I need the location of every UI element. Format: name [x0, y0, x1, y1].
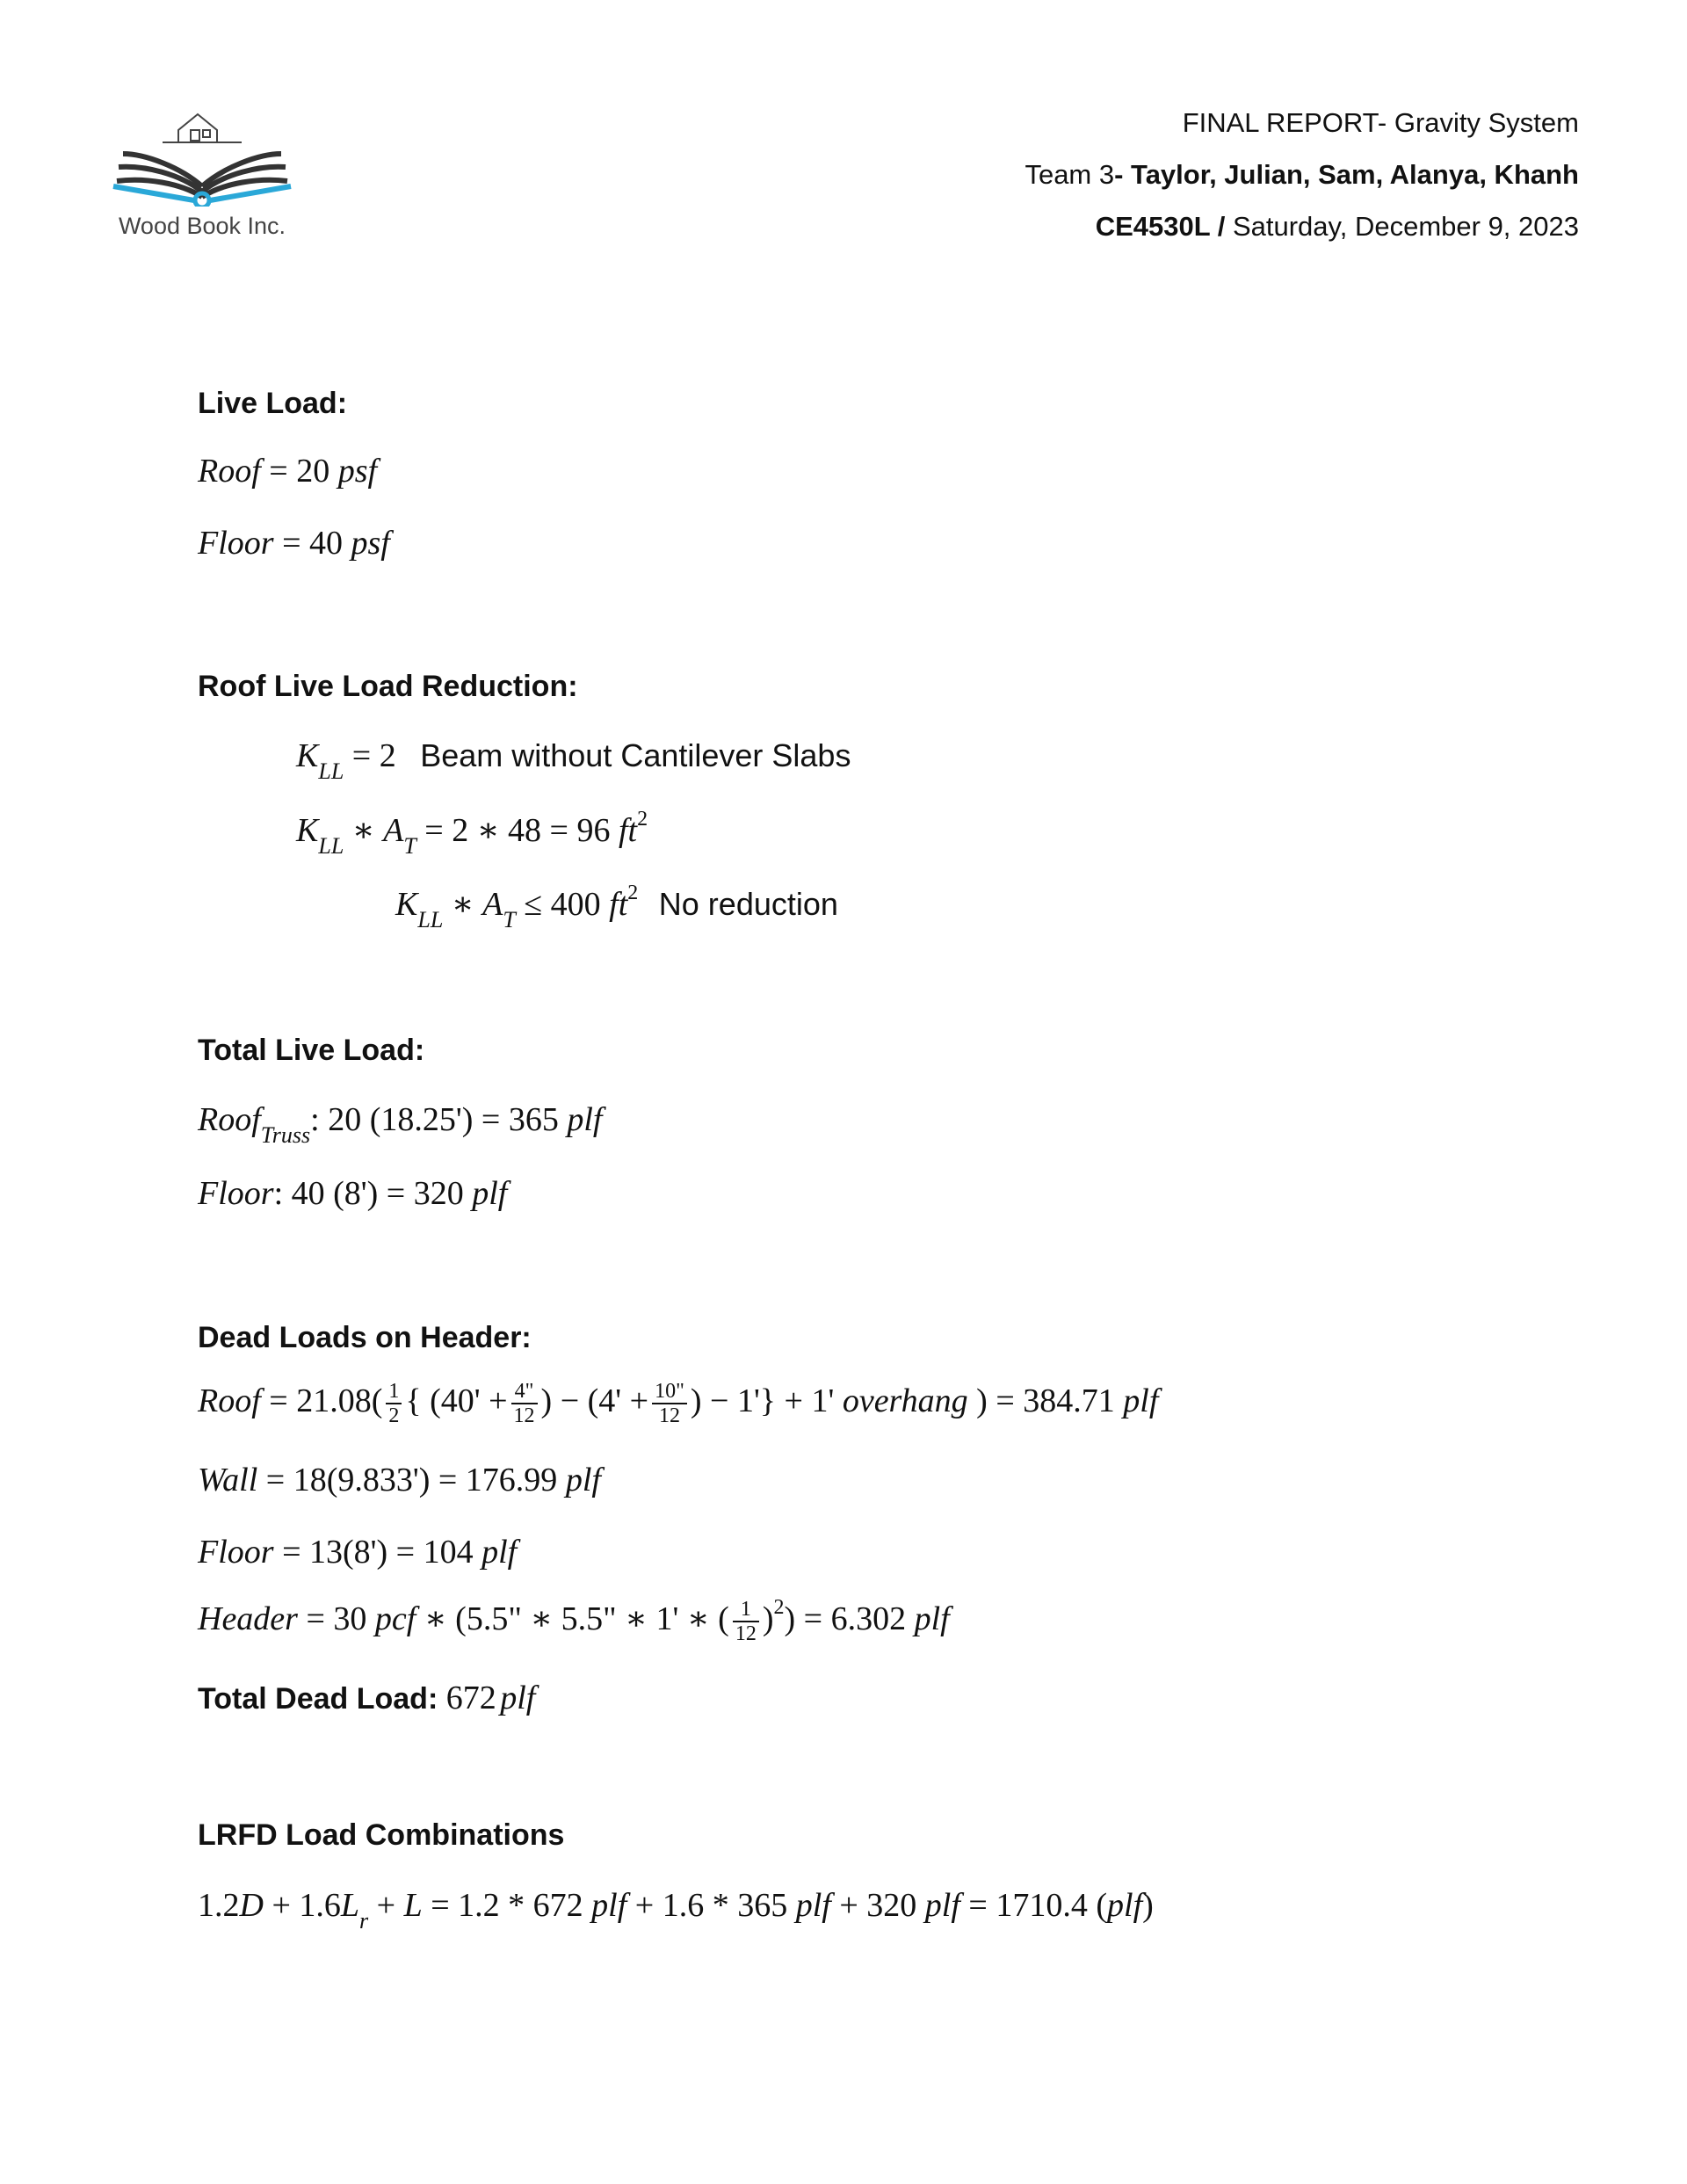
company-logo — [110, 105, 294, 237]
header-self-weight: Header = 30 pcf ∗ (5.5" ∗ 5.5" ∗ 1' ∗ ( $\frac{1}{12}$ )$^2$) = 6.302 plf — [198, 1596, 950, 1646]
fraction-4in: $\frac{4"}{12}$ — [511, 1380, 538, 1428]
total-dead-load: Total Dead Load: 672 plf — [198, 1680, 536, 1716]
live-load-heading: Live Load: — [198, 387, 348, 420]
lrfd-heading: LRFD Load Combinations — [198, 1818, 565, 1852]
kll-at-line: $K_{LL}$ ∗ $A_T = 2$ ∗ 48 = 96 $ft^2$ — [296, 808, 648, 859]
reduction-check-line: $K_{LL}$ ∗ $A_T \le 400$ $ft^2$ No reduction — [395, 882, 838, 932]
report-date: Saturday, December 9, 2023 — [1225, 211, 1579, 242]
roof-live-load: Roof = 20 psf — [198, 453, 378, 490]
course-date-line — [1096, 211, 1579, 243]
floor-dead-load: Floor = 13(8') = 104 plf — [198, 1534, 518, 1571]
report-title: FINAL REPORT- Gravity System — [1182, 107, 1579, 138]
book-house-logo-icon — [110, 105, 294, 207]
roof-truss-live-load: Roof$_{Truss}$: 20 (18.25') = 365 plf — [198, 1101, 603, 1148]
course-code: CE4530L / — [1095, 211, 1226, 242]
team-names: - Taylor, Julian, Sam, Alanya, Khanh — [1114, 159, 1579, 190]
dead-loads-heading: Dead Loads on Header: — [198, 1321, 532, 1354]
company-name: Wood Book Inc. — [118, 213, 286, 239]
lrfd-combination: $1.2D + 1.6L_r + L = 1.2 * 672$ plf + 1.6 * 365 plf + 320 plf = 1710.4 (plf) — [198, 1887, 1154, 1934]
fraction-half: $\frac{1}{2}$ — [386, 1380, 402, 1428]
team-prefix: Team 3 — [1025, 159, 1115, 190]
roof-dead-load: Roof = 21.08( $\frac{1}{2}$ { (40' + $\frac{4"}{12}$ ) − (4' + $\frac{10"}{12}$ ) − 1'} + 1' overhang ) = 384.71 plf — [198, 1380, 1159, 1428]
reduction-heading: Roof Live Load Reduction: — [198, 670, 578, 703]
fraction-10in: $\frac{10"}{12}$ — [652, 1380, 687, 1428]
total-live-heading: Total Live Load: — [198, 1034, 425, 1067]
kll-line: $K_{LL} = 2$ Beam without Cantilever Slabs — [296, 737, 851, 784]
fraction-twelfth: $\frac{1}{12}$ — [733, 1598, 759, 1646]
team-line — [1025, 159, 1579, 191]
floor-live-load: Floor = 40 psf — [198, 525, 390, 562]
floor-total-live-load: Floor: 40 (8') = 320 plf — [198, 1175, 508, 1212]
wall-dead-load: Wall = 18(9.833') = 176.99 plf — [198, 1462, 601, 1498]
